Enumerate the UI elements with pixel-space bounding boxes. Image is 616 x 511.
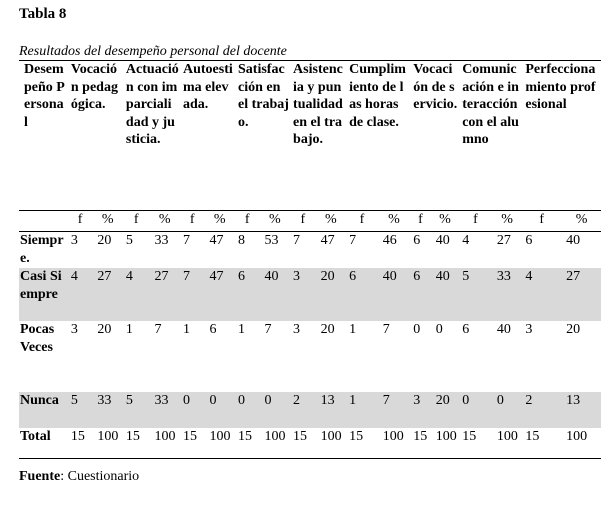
row-label: Siempre. [20, 233, 64, 266]
cell-percent: 47 [209, 233, 224, 248]
cell-frequency: 3 [70, 233, 78, 248]
cell-percent: 53 [264, 233, 279, 248]
cell-percent: 0 [261, 392, 290, 428]
cell-percent: 20 [432, 392, 458, 428]
subheader-row [19, 211, 601, 232]
cell-frequency: 1 [345, 392, 379, 428]
cell-frequency: 4 [462, 233, 470, 248]
cell-frequency: 3 [293, 322, 301, 337]
cell-percent: 40 [261, 268, 290, 321]
cell-percent: 20 [97, 322, 112, 337]
subheader-pct: % [317, 211, 346, 232]
subheader-pct: % [562, 211, 601, 232]
cell-frequency: 15 [122, 428, 151, 459]
subheader-pct: % [150, 211, 179, 232]
cell-frequency: 15 [345, 428, 379, 459]
table-row [19, 321, 601, 392]
row-label: Casi Siempre [19, 268, 67, 321]
subheader-pct: % [93, 211, 122, 232]
cell-percent: 100 [261, 428, 290, 459]
cell-frequency: 15 [234, 428, 260, 459]
cell-percent: 20 [97, 233, 112, 248]
header-cell: Comunicación e interacción con el alumno [458, 61, 521, 211]
cell-frequency: 0 [234, 392, 260, 428]
header-row [19, 61, 601, 211]
results-table [19, 60, 601, 459]
cell-frequency: 15 [409, 428, 431, 459]
cell-frequency: 1 [238, 322, 246, 337]
cell-frequency: 4 [521, 268, 562, 321]
row-label: Nunca [19, 392, 67, 428]
cell-percent: 13 [562, 392, 601, 428]
subheader-f: f [179, 211, 205, 232]
cell-frequency: 6 [409, 268, 431, 321]
subheader-pct: % [261, 211, 290, 232]
subheader-f: f [67, 211, 93, 232]
cell-frequency: 15 [67, 428, 93, 459]
table-caption: Resultados del desempeño personal del docente [19, 44, 287, 59]
cell-percent: 33 [93, 392, 122, 428]
cell-percent: 0 [493, 392, 522, 428]
cell-percent: 100 [150, 428, 179, 459]
cell-percent: 7 [382, 322, 390, 337]
cell-percent: 7 [379, 392, 410, 428]
cell-frequency: 6 [525, 233, 533, 248]
cell-frequency: 6 [345, 268, 379, 321]
cell-frequency: 1 [125, 322, 133, 337]
row-label: Total [19, 428, 67, 459]
cell-percent: 33 [493, 268, 522, 321]
header-cell-first: Desempeño Personal [19, 61, 67, 211]
cell-frequency: 5 [458, 268, 493, 321]
cell-frequency: 0 [179, 392, 205, 428]
cell-percent: 20 [320, 322, 335, 337]
source-text: : Cuestionario [60, 469, 140, 484]
cell-percent: 40 [496, 322, 511, 337]
header-cell: Satisfacción en el trabajo. [234, 61, 289, 211]
subheader-empty [19, 211, 67, 232]
cell-percent: 0 [435, 322, 443, 337]
cell-percent: 46 [382, 233, 397, 248]
header-cell: Vocación pedagógica. [67, 61, 122, 211]
cell-percent: 27 [496, 233, 511, 248]
source-note [19, 469, 139, 485]
cell-percent: 100 [93, 428, 122, 459]
cell-frequency: 3 [70, 322, 78, 337]
cell-percent: 40 [566, 233, 581, 248]
cell-percent: 47 [320, 233, 335, 248]
header-cell: Perfeccionamiento profesional [521, 61, 601, 211]
subheader-f: f [409, 211, 431, 232]
cell-percent: 40 [432, 268, 458, 321]
source-label: Fuente [19, 469, 61, 484]
cell-frequency: 7 [182, 233, 190, 248]
subheader-pct: % [205, 211, 234, 232]
cell-frequency: 5 [125, 233, 133, 248]
cell-frequency: 6 [462, 322, 470, 337]
cell-percent: 20 [566, 322, 581, 337]
cell-frequency: 6 [234, 268, 260, 321]
cell-frequency: 0 [413, 322, 421, 337]
subheader-f: f [345, 211, 379, 232]
cell-frequency: 3 [525, 322, 533, 337]
cell-percent: 100 [562, 428, 601, 459]
cell-frequency: 15 [458, 428, 493, 459]
cell-frequency: 3 [289, 268, 317, 321]
cell-frequency: 5 [67, 392, 93, 428]
cell-percent: 47 [205, 268, 234, 321]
table-row [19, 392, 601, 428]
cell-frequency: 4 [67, 268, 93, 321]
cell-percent: 100 [432, 428, 458, 459]
table-row [19, 428, 601, 459]
row-label: Pocas Veces [20, 322, 55, 355]
cell-frequency: 7 [179, 268, 205, 321]
subheader-f: f [234, 211, 260, 232]
cell-percent: 33 [154, 233, 169, 248]
cell-frequency: 0 [458, 392, 493, 428]
cell-frequency: 3 [409, 392, 431, 428]
cell-percent: 27 [150, 268, 179, 321]
cell-percent: 13 [317, 392, 346, 428]
table-row [19, 268, 601, 321]
table-row [19, 232, 601, 269]
cell-percent: 100 [493, 428, 522, 459]
subheader-pct: % [379, 211, 410, 232]
header-cell: Cumplimiento de las horas de clase. [345, 61, 409, 211]
cell-frequency: 15 [179, 428, 205, 459]
header-cell: Autoestima elevada. [179, 61, 234, 211]
cell-percent: 40 [435, 233, 450, 248]
cell-percent: 27 [93, 268, 122, 321]
cell-frequency: 7 [349, 233, 357, 248]
cell-frequency: 7 [293, 233, 301, 248]
cell-percent: 100 [379, 428, 410, 459]
cell-percent: 6 [209, 322, 217, 337]
cell-frequency: 1 [349, 322, 357, 337]
cell-frequency: 2 [521, 392, 562, 428]
subheader-f: f [458, 211, 493, 232]
table-body [19, 232, 601, 459]
subheader-pct: % [432, 211, 458, 232]
subheader-f: f [289, 211, 317, 232]
cell-frequency: 8 [238, 233, 246, 248]
cell-frequency: 4 [122, 268, 151, 321]
cell-frequency: 2 [289, 392, 317, 428]
cell-frequency: 15 [289, 428, 317, 459]
subheader-f: f [521, 211, 562, 232]
header-cell: Asistencia y puntualidad en el trabajo. [289, 61, 345, 211]
header-cell: Actuación con imparcialidad y justicia. [122, 61, 179, 211]
cell-percent: 0 [205, 392, 234, 428]
cell-percent: 7 [264, 322, 272, 337]
cell-percent: 33 [150, 392, 179, 428]
cell-frequency: 15 [521, 428, 562, 459]
cell-percent: 40 [379, 268, 410, 321]
subheader-f: f [122, 211, 151, 232]
cell-percent: 20 [317, 268, 346, 321]
cell-frequency: 1 [182, 322, 190, 337]
subheader-pct: % [493, 211, 522, 232]
cell-percent: 100 [205, 428, 234, 459]
table-title: Tabla 8 [19, 6, 67, 22]
cell-frequency: 6 [413, 233, 421, 248]
header-cell: Vocación de servicio. [409, 61, 458, 211]
cell-percent: 27 [562, 268, 601, 321]
cell-frequency: 5 [122, 392, 151, 428]
cell-percent: 100 [317, 428, 346, 459]
cell-percent: 7 [154, 322, 162, 337]
